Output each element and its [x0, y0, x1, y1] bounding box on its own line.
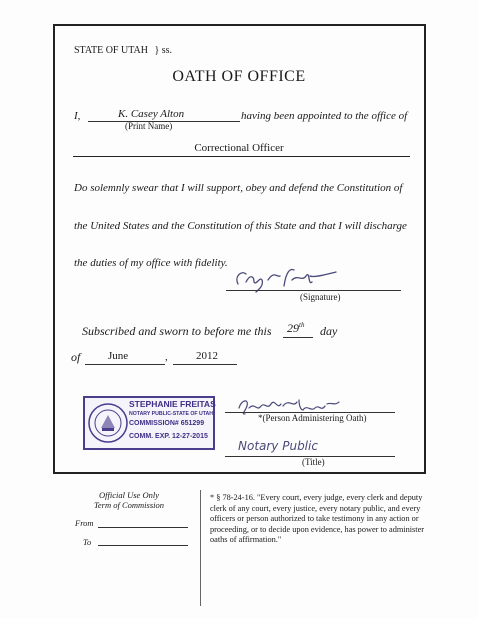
official-use-heading: Official Use Only — [99, 490, 159, 500]
state-name: STATE OF UTAH — [74, 45, 148, 56]
utah-seal-icon — [88, 401, 128, 445]
to-label: To — [83, 537, 92, 547]
notary-state: NOTARY PUBLIC-STATE OF UTAH — [129, 411, 214, 417]
to-field[interactable] — [98, 545, 188, 546]
administering-caption-text: (Person Administering Oath) — [262, 413, 367, 423]
administering-caption — [258, 413, 367, 423]
title-value: Notary Public — [238, 439, 318, 453]
year-value: 2012 — [196, 350, 218, 362]
appointment-text: having been appointed to the office of — [241, 110, 408, 122]
signature-caption: (Signature) — [300, 292, 341, 302]
print-name-caption: (Print Name) — [125, 121, 173, 131]
oath-line-2: the United States and the Constitution of this State and that I will discharge — [74, 220, 407, 232]
page-title: OATH OF OFFICE — [172, 68, 306, 85]
administering-asterisk: * — [258, 413, 263, 423]
day-word: day — [320, 324, 338, 338]
month-value: June — [108, 350, 129, 362]
pronoun-i: I, — [74, 110, 81, 122]
day-number-value: 29 — [287, 321, 299, 335]
of-word: of — [71, 350, 81, 364]
oath-line-1: Do solemnly swear that I will support, obey and defend the Constitution of — [74, 182, 403, 194]
from-label: From — [75, 518, 94, 528]
office-underline — [73, 156, 410, 157]
state-header — [74, 45, 172, 56]
statute-text: * § 78-24-16. "Every court, every judge, every clerk and deputy clerk of any court, every justice, every notary public, and every officers or person authorized to take testimony in any action or proceeding, or to decide upon evidence, has power to administer oaths of affirmation." — [210, 493, 425, 545]
notary-commission: COMMISSION# 651299 — [129, 420, 205, 427]
day-suffix: th — [299, 321, 305, 329]
footer-divider — [200, 490, 201, 606]
day-number — [287, 321, 304, 336]
day-underline — [283, 337, 313, 338]
office-value: Correctional Officer — [194, 142, 284, 154]
year-underline — [173, 364, 237, 365]
notary-stamp — [83, 396, 215, 450]
date-comma: , — [165, 351, 168, 363]
signature-underline — [226, 290, 401, 291]
from-field[interactable] — [98, 527, 188, 528]
notary-name: STEPHANIE FREITAS — [129, 399, 216, 409]
month-underline — [85, 364, 165, 365]
print-name-value: K. Casey Alton — [118, 108, 185, 120]
term-of-commission-heading: Term of Commission — [93, 500, 165, 510]
sworn-text: Subscribed and sworn to before me this — [82, 324, 272, 338]
oath-line-3: the duties of my office with fidelity. — [74, 257, 228, 269]
title-caption: (Title) — [302, 457, 325, 467]
notary-expiration: COMM. EXP. 12-27-2015 — [129, 433, 208, 440]
ss-marker: } ss. — [154, 45, 173, 56]
